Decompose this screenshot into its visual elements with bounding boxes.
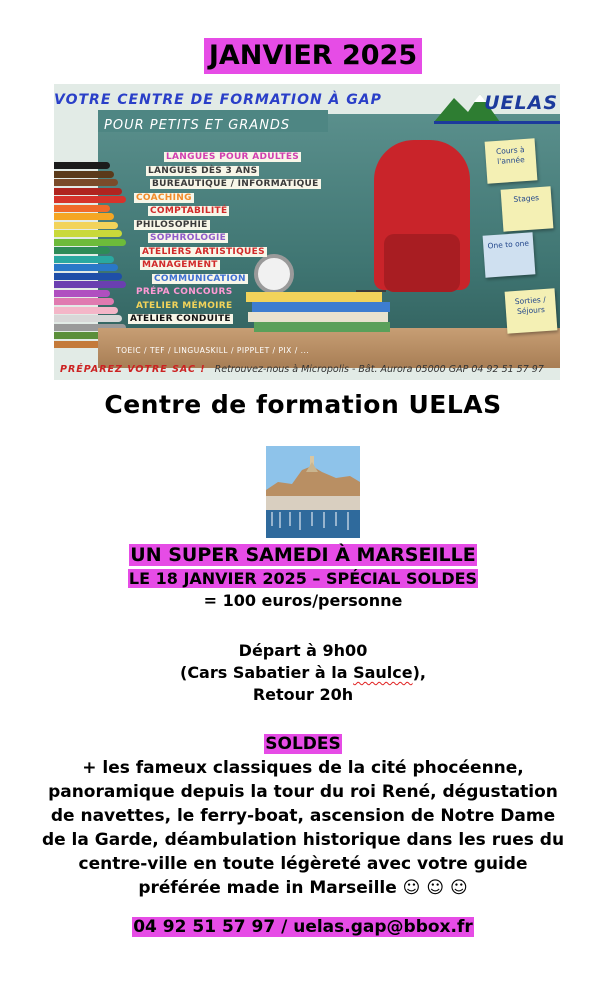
exam-list: TOEIC / TEF / LINGUASKILL / PIPPLET / PIX / ... [116, 346, 310, 355]
topic-item: ATELIERS ARTISTIQUES [142, 246, 265, 257]
pencil [54, 179, 118, 186]
footer-address: Retrouvez-nous à Micropolis - Bât. Aurora 05000 GAP 04 92 51 57 97 [214, 364, 544, 375]
details-line: de navettes, le ferry-boat, ascension de Notre Dame [50, 806, 556, 826]
footer-slogan: PRÉPAREZ VOTRE SAC ! [60, 364, 206, 375]
details-block [0, 732, 606, 900]
bus-info: (Cars Sabatier à la Saulce), [180, 663, 426, 682]
topic-item: PRÉPA CONCOURS [136, 287, 233, 297]
uelas-logo [434, 88, 560, 128]
return-time: Retour 20h [252, 685, 354, 704]
colored-pencils [54, 162, 124, 352]
pencil [54, 247, 110, 254]
pencil [54, 273, 122, 280]
event-block [0, 542, 606, 612]
note-annual: Cours à l'année [485, 138, 538, 183]
pencil [54, 188, 122, 195]
pencil [54, 256, 114, 263]
alarm-clock-icon [254, 254, 294, 294]
topic-item: SOPHROLOGIE [150, 233, 227, 243]
note-one-to-one: One to one [483, 232, 536, 277]
pencil [54, 264, 118, 271]
contact-block [0, 916, 606, 938]
topic-item: COMMUNICATION [154, 273, 246, 284]
topic-item: LANGUES DÈS 3 ANS [148, 165, 258, 176]
departure-time: Départ à 9h00 [238, 641, 368, 660]
pencil [54, 315, 122, 322]
sales-label: SOLDES [265, 734, 341, 754]
event-title: UN SUPER SAMEDI À MARSEILLE [130, 544, 476, 566]
topic-item: LANGUES POUR ADULTES [166, 152, 300, 162]
pencil [54, 171, 114, 178]
topic-item: ATELIER MÉMOIRE [136, 300, 233, 311]
details-line: préférée made in Marseille ☺ ☺ ☺ [138, 878, 468, 898]
topic-item: COACHING [136, 192, 192, 203]
banner-tagline: VOTRE CENTRE DE FORMATION À GAP [54, 92, 382, 108]
topic-item: COMPTABILITÉ [150, 206, 228, 216]
pencil [54, 162, 110, 169]
details-line: + les fameux classiques de la cité phocéenne, [82, 758, 524, 778]
contact-info[interactable]: 04 92 51 57 97 / uelas.gap@bbox.fr [133, 917, 473, 937]
banner-footer [60, 364, 544, 375]
pencil [54, 196, 126, 203]
pencil [54, 307, 118, 314]
pencil [54, 298, 114, 305]
pencil [54, 281, 126, 288]
details-line: centre-ville en toute légèreté avec votre guide [78, 854, 528, 874]
topic-item: MANAGEMENT [142, 260, 218, 270]
note-internships: Stages [501, 186, 554, 231]
topic-item: BUREAUTIQUE / INFORMATIQUE [152, 179, 319, 189]
event-date: LE 18 JANVIER 2025 – SPÉCIAL SOLDES [128, 569, 478, 588]
marseille-photo [266, 446, 360, 538]
note-trips: Sorties / Séjours [505, 288, 558, 333]
topic-item: PHILOSOPHIE [136, 219, 208, 230]
promo-banner [54, 84, 560, 380]
pencil [54, 213, 114, 220]
logo-text: UELAS [484, 92, 558, 114]
event-price: = 100 euros/personne [203, 591, 403, 610]
details-line: de la Garde, déambulation historique dans les rues du [41, 830, 565, 850]
details-line: panoramique depuis la tour du roi René, dégustation [48, 782, 558, 802]
pencil [54, 239, 126, 246]
page-title: JANVIER 2025 [204, 38, 422, 74]
banner-subtitle: POUR PETITS ET GRANDS [104, 118, 291, 133]
topic-item: ATELIER CONDUITE [130, 314, 231, 324]
pencil [54, 205, 110, 212]
book-stack [246, 290, 394, 334]
pencil [54, 290, 110, 297]
schedule-block [0, 640, 606, 706]
pencil [54, 230, 122, 237]
center-heading: Centre de formation UELAS [104, 390, 502, 419]
pencil [54, 222, 118, 229]
